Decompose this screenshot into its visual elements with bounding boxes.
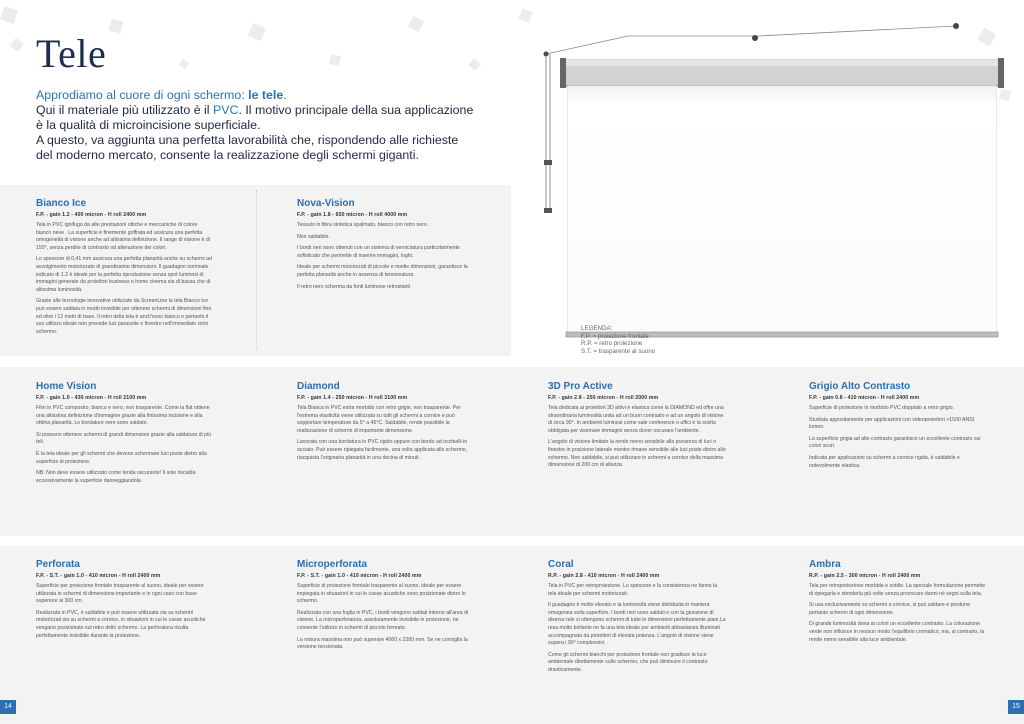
- card-paragraph: Superficie per proiezione frontale trasparente al suono, ideale per essere utilizzata in schermi di dimensione importante e in ogni caso con base superiore ai 300 cm.: [36, 583, 204, 605]
- projection-screen-illustration: [538, 20, 1008, 350]
- card-paragraph: Realizzata in PVC, è saldabile e può essere utilizzata sia su schermi motorizzati sia su schermi a cornice, in situazioni in cui le casse acustiche vengano posizionate sul retro dello schermo. La perforatura risulta perfettamente invisibile durante la proiezione.: [36, 609, 206, 639]
- card-paragraph: I bordi neri sono ottenuti con un sistema di verniciatura particolarmente sofisticato che permette di inserire immagini, loghi.: [297, 245, 460, 259]
- card-coral: [548, 559, 726, 675]
- card-body: [548, 583, 726, 675]
- card-body: [36, 222, 214, 336]
- card-perforata: [36, 559, 214, 640]
- intro-lead: [36, 88, 476, 103]
- card-title: Ambra: [809, 559, 841, 570]
- decor-square: [10, 38, 24, 52]
- intro-line2-prefix: Qui il materiale più utilizzato è il: [36, 103, 213, 117]
- card-microperforata: [297, 559, 475, 652]
- card-paragraph: L'angolo di visione limitato la rende meno sensibile alla presenza di luci o finestre in posizione laterale mentre rimane sensibile alle luci poste dietro allo schermo. Non saldabile, si può utilizzare in schermi a cornice della massima dimensione di 200 cm di altezza.: [548, 439, 726, 469]
- intro-line2-suffix: . Il motivo principale della sua applicazione è la qualità di microincisione superficiale.: [36, 103, 474, 132]
- card-paragraph: Studiata appositamente per applicazioni con videoproiettori >1500 ANSI lumen.: [809, 416, 975, 431]
- card-title: Nova-Vision: [297, 198, 355, 209]
- card-paragraph: La misura massima non può superare 4060 x 2280 mm. Se ne consiglia la versione tensionata.: [297, 636, 468, 651]
- card-body: [297, 583, 475, 652]
- card-paragraph: Superficie di proiezione frontale trasparente al suono, ideale per essere impiegata in situazioni in cui le casse acustiche sono posizionate dietro lo schermo.: [297, 583, 466, 605]
- card-paragraph: Grazie alle tecnologie innovative utilizzate da ScreenLine la tela Bianco Ice può essere saldata in modo invisibile per ottenere schermi di dimensioni fino ed oltre i 12 metri di base. Il retro della tela è anch'esso bianco e pertanto il suo utilizzo ideale non prevede luci parassite o finestre nell'immediato retro schermo.: [36, 298, 212, 335]
- card-paragraph: Realizzata con una foglia in PVC, i bordi vengono saldati intorno all'area di visione. La microperforatura, assolutamente invisibile in proiezione, ne consente l'utilizzo in schermi di piccolo formato.: [297, 609, 469, 631]
- intro-text: [36, 88, 476, 163]
- card-title: 3D Pro Active: [548, 381, 613, 392]
- card-title: Microperforata: [297, 559, 368, 570]
- card-body: [548, 405, 726, 470]
- card-title: Grigio Alto Contrasto: [809, 381, 911, 392]
- card-spec: F.P. - S.T. - gain 1.0 - 410 micron - H roll 2400 mm: [36, 573, 161, 579]
- card-spec: R.P. - gain 2.5 - 300 micron - H roll 2400 mm: [809, 573, 921, 579]
- legend-item: R.P. = retro proiezione: [581, 340, 643, 347]
- card-spec: F.P. - gain 2.8 - 250 micron - H roll 2000 mm: [548, 395, 659, 401]
- screen-svg: [538, 20, 1008, 350]
- decor-square: [0, 6, 18, 24]
- card-spec: F.P. - S.T. - gain 1.0 - 410 micron - H roll 2400 mm: [297, 573, 422, 579]
- card-paragraph: Superficie di proiezione in morbido PVC doppiato a retro grigio.: [809, 405, 955, 411]
- card-body: [809, 583, 987, 644]
- card-paragraph: Il retro nero scherma da fonti luminose retrostanti: [297, 283, 411, 290]
- card-paragraph: Lavorata con una bordatura in PVC rigido oppure con bordo ad occhielli in acciaio. Può essere ripiegata facilmente, una volta applicata allo schermo, riacquista l'originaria planarità in una decina di minuti.: [297, 439, 468, 461]
- card-nova-vision: [297, 198, 475, 291]
- card-spec: F.P. - gain 1.0 - 430 micron - H roll 2100 mm: [36, 395, 147, 401]
- intro-pvc: PVC: [212, 103, 239, 117]
- card-spec: F.P. - gain 1.2 - 400 micron - H roll 2400 mm: [36, 212, 147, 218]
- card-body: [297, 222, 475, 291]
- card-grigio-alto-contrasto: [809, 381, 987, 470]
- page-number-right: 15: [1008, 700, 1024, 714]
- decor-square: [329, 54, 341, 66]
- divider: [256, 190, 258, 350]
- card-body: [36, 583, 214, 640]
- card-paragraph: La superficie grigia ad alto contrasto garantisce un eccellente contrasto sui colori scuri.: [809, 435, 981, 450]
- legend-item: S.T. = trasparente al suono: [581, 347, 656, 355]
- card-paragraph: Di grande luminosità dona ai colori un eccellente contrasto. La colorazione verde non influisce in nessun modo l'equilibrio cromatico, ma, al contrario, la rende meno sensibile alla luce ambientale.: [809, 621, 985, 643]
- card-spec: F.P. - gain 0.8 - 410 micron - H roll 2400 mm: [809, 395, 920, 401]
- card-paragraph: È la tela ideale per gli schermi che devono schermare luci poste dietro alla superficie di proiezione.: [36, 450, 207, 465]
- decor-square: [178, 58, 189, 69]
- card-title: Home Vision: [36, 381, 97, 392]
- card-paragraph: Lo spessore di 0,41 mm assicura una perfetta planarità anche su schermi ad avvolgimento motorizzato di grandissime dimensioni. Il guadagno nominale indicato di 1.2 è ideale per la perfetta riproduzione senza spot luminosi di immagini generate da proiettori business o home cinema sia di bassa che di altissima luminosità.: [36, 256, 212, 293]
- card-paragraph: Come gli schermi bianchi per proiezione frontale non gradisce la luce ambientale direttamente sullo schermo, che può diminuire il contrasto drasticamente.: [548, 651, 708, 673]
- legend: [581, 325, 655, 355]
- card-home-vision: [36, 381, 214, 485]
- card-paragraph: Si usa esclusivamente su schermi a cornice, si può saldare e produrre pertanto schermi di ogni dimensione.: [809, 602, 971, 616]
- card-spec: F.P. - gain 1.8 - 650 micron - H roll 4000 mm: [297, 212, 408, 218]
- card-paragraph: Tela per retroproiezione morbida e sottile. La speciale formulazione permette di ripiegarla e stenderla più volte senza provocare danni né segni sulla tela.: [809, 583, 986, 597]
- intro-lead-bold: le tele: [248, 88, 284, 102]
- card-paragraph: Si possono ottenere schermi di grandi dimensioni grazie alla saldatura di più teli.: [36, 431, 212, 446]
- legend-title: LEGENDA:: [581, 325, 613, 332]
- card-3d-pro-active: [548, 381, 726, 470]
- card-paragraph: Tela in PVC ignifugo da alte prestazioni ottiche e meccaniche di colore bianco neve . La superficie è finemente goffrata ed assicura una perfetta omogeneità di visione anche ad altissima definizione. Il range di visione è di 150°, senza perdite di contrasto od alterazione dei colori.: [36, 222, 210, 251]
- card-body: [297, 405, 475, 462]
- card-title: Diamond: [297, 381, 340, 392]
- card-title: Bianco Ice: [36, 198, 87, 209]
- page-title: Tele: [36, 31, 107, 76]
- card-paragraph: Tessuto in fibra sintetica spalmato, bianco con retro nero.: [297, 222, 429, 228]
- card-paragraph: NB: Non deve essere utilizzato come tenda oscurante! Il sole riscalda eccessivamente la superficie danneggiandola.: [36, 470, 196, 484]
- card-title: Coral: [548, 559, 574, 570]
- card-paragraph: Tela dedicata ai proiettori 3D attivi è elastica come la DIAMOND ed offre una straordinaria luminosità unita ad un buon contrasto e ad un angolo di visione di circa 90°. In ambienti luminosi come sale conferenze o uffici è la scelta obbligata per visionare immagini senza dover oscurare l'ambiente.: [548, 405, 724, 434]
- intro-line2: [36, 103, 476, 133]
- card-spec: R.P. - gain 2.8 - 410 micron - H roll 2400 mm: [548, 573, 660, 579]
- decor-square: [518, 8, 532, 22]
- card-paragraph: Il guadagno è molto elevato e la luminosità viene distribuita in maniera omogenea sulla superficie. I bordi neri sono saldati e con la giunzione di diverse tele si ottengono schermi di tutte le dimensioni perfettamente piani.La resa molto brillante ne fa una tela ideale per ambienti abbastanza illuminati accompagnata da proiettori di elevata potenza. L'angolo di visione viene supera i 90° complessivi.: [548, 602, 726, 647]
- decor-square: [248, 23, 267, 42]
- decor-square: [408, 16, 424, 32]
- card-paragraph: Indicata per applicazioni su schermi a cornice rigida, è saldabile e notevolmente elastica.: [809, 454, 960, 469]
- page-number-left: 14: [0, 700, 16, 714]
- card-title: Perforata: [36, 559, 80, 570]
- card-paragraph: Ideale per schermi motorizzati di piccole e medie dimensioni, garantisce la perfetta planarità anche in assenza di tensionatura.: [297, 264, 468, 278]
- card-paragraph: Tela in PVC per retroproiezione. Lo spessore e la consistenza ne fanno la tela ideale per schermi motorizzati.: [548, 583, 717, 597]
- decor-square: [109, 19, 124, 34]
- card-paragraph: Film in PVC composito, bianco e nero, non trasparente. Come la flat ottiene una altissima definizione d'immagine grazie alla finissima incisione e alla ottima planarità. Le bordature nere sono saldate.: [36, 405, 210, 427]
- card-bianco-ice: [36, 198, 214, 336]
- intro-line3: A questo, va aggiunta una perfetta lavorabilità che, rispondendo alle richieste del moderno mercato, consente la realizzazione degli schermi giganti.: [36, 133, 459, 162]
- intro-lead-suffix: .: [283, 88, 287, 102]
- decor-square: [468, 58, 481, 71]
- card-diamond: [297, 381, 475, 462]
- intro-lead-prefix: Approdiamo al cuore di ogni schermo:: [36, 88, 249, 102]
- card-ambra: [809, 559, 987, 644]
- card-paragraph: Non saldabile.: [297, 233, 330, 240]
- card-paragraph: Tela Bianca in PVC extra morbido con retro grigio, non trasparente. Per l'estrema elasticità viene utilizzata su tutti gli schermi a cornice e può sopportare temperature da 5° a 45°C. Saldabile, rende possibile la realizzazione di schermi di importante dimensione.: [297, 405, 461, 434]
- card-body: [36, 405, 214, 485]
- legend-item: F.P. = proiezione frontale: [581, 332, 649, 340]
- card-spec: F.P. - gain 1.4 - 250 micron - H roll 3100 mm: [297, 395, 408, 401]
- card-body: [809, 405, 987, 470]
